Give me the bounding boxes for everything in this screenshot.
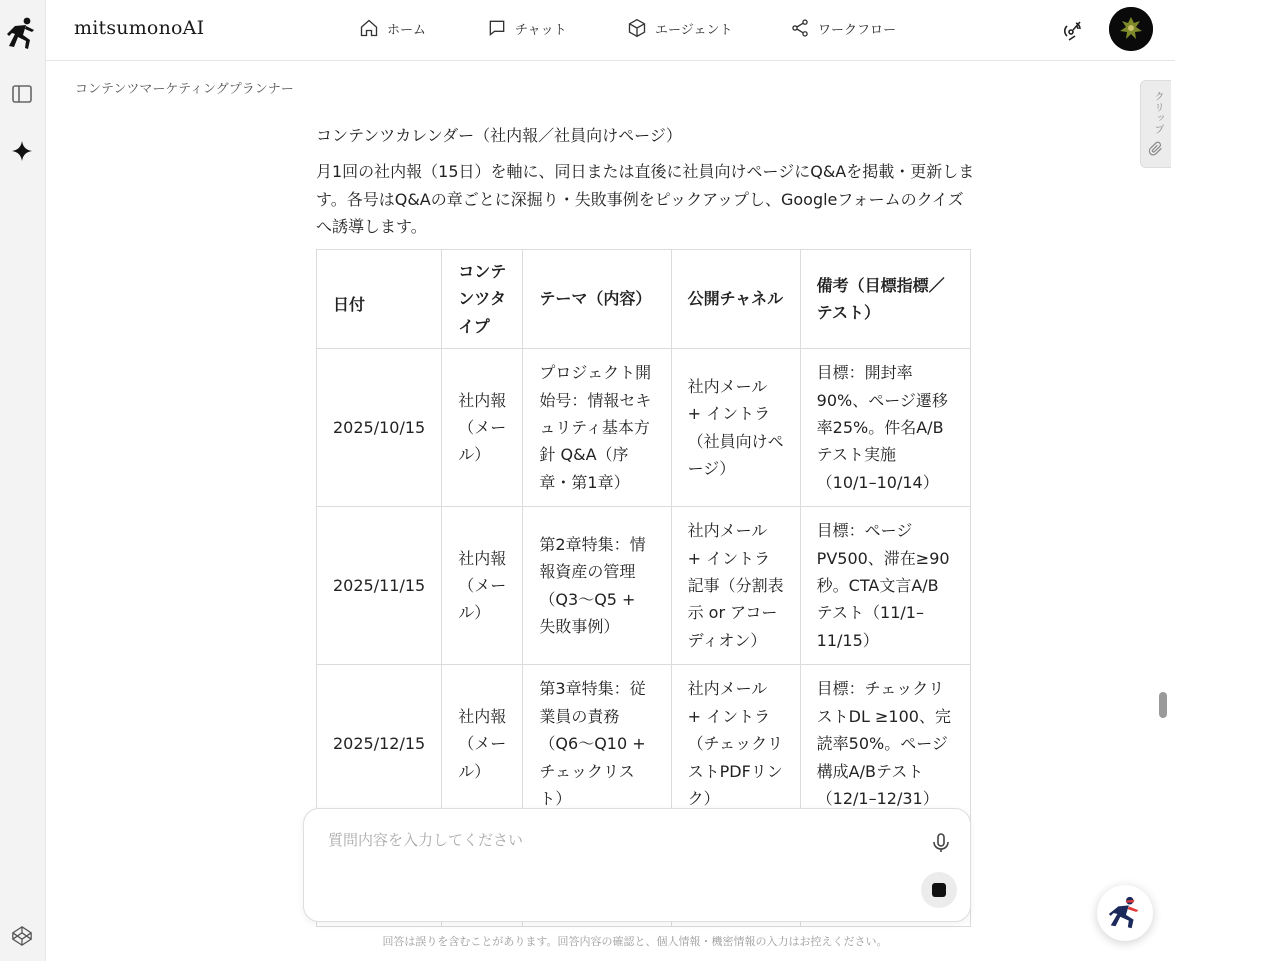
table-row xyxy=(317,665,971,823)
runner-logo-icon[interactable] xyxy=(6,16,38,52)
nav-home-label: ホーム xyxy=(387,22,427,38)
table-header-row xyxy=(317,250,971,349)
question-input[interactable] xyxy=(328,831,908,849)
share-nodes-icon xyxy=(790,18,810,38)
cell-channel: 社内メール + イントラ（社員向けページ） xyxy=(671,349,800,507)
assistant-fab-button[interactable] xyxy=(1097,885,1153,941)
sparkle-icon[interactable] xyxy=(9,138,35,164)
header-date: 日付 xyxy=(317,250,442,349)
table-row xyxy=(317,507,971,665)
cell-date: 2025/11/15 xyxy=(317,507,442,665)
nav-chat-label: チャット xyxy=(515,22,567,38)
sidebar-toggle-icon[interactable] xyxy=(9,81,35,107)
cube-icon xyxy=(627,18,647,38)
cell-date: 2025/10/15 xyxy=(317,349,442,507)
header-channel: 公開チャネル xyxy=(671,250,800,349)
nav-workflow-label: ワークフロー xyxy=(818,22,897,38)
cell-type: 社内報（メール） xyxy=(442,349,523,507)
microphone-icon[interactable] xyxy=(929,831,953,855)
cell-type: 社内報（メール） xyxy=(442,507,523,665)
left-rail xyxy=(0,0,46,961)
cell-notes: 目標：開封率90%、ページ遷移率25%。件名A/Bテスト実施（10/1–10/14） xyxy=(800,349,970,507)
cell-channel: 社内メール + イントラ記事（分割表示 or アコーディオン） xyxy=(671,507,800,665)
section-paragraph: 月1回の社内報（15日）を軸に、同日または直後に社員向けページにQ&Aを掲載・更新します。各号はQ&Aの章ごとに深掘り・失敗事例をピックアップし、Googleフォームのクイズへ誘導します。 xyxy=(316,162,975,236)
disclaimer-text: 回答は誤りを含むことがあります。回答内容の確認と、個人情報・機密情報の入力はお控えください。 xyxy=(382,935,888,948)
header-notes: 備考（目標指標／テスト） xyxy=(800,250,970,349)
cell-theme: プロジェクト開始号：情報セキュリティ基本方針 Q&A（序章・第1章） xyxy=(523,349,671,507)
nav-chat[interactable] xyxy=(487,18,567,38)
stop-icon xyxy=(932,883,946,897)
section-title: コンテンツカレンダー（社内報／社員向けページ） xyxy=(316,126,682,145)
cell-theme: 第3章特集：従業員の責務（Q6〜Q10 + チェックリスト） xyxy=(523,665,671,823)
user-avatar[interactable] xyxy=(1109,7,1153,51)
message-content xyxy=(316,122,976,808)
nav-agent-label: エージェント xyxy=(655,22,733,38)
cell-theme: 第2章特集：情報資産の管理（Q3〜Q5 + 失敗事例） xyxy=(523,507,671,665)
cell-notes: 目標：チェックリストDL ≥100、完読率50%。ページ構成A/Bテスト（12/1–12/31） xyxy=(800,665,970,823)
brand-name[interactable]: mitsumonoAI xyxy=(74,17,205,39)
stop-button[interactable] xyxy=(921,872,957,908)
ninja-runner-icon xyxy=(1106,894,1144,932)
nav-home[interactable] xyxy=(359,18,426,38)
cell-channel: 社内メール + イントラ（チェックリストPDFリンク） xyxy=(671,665,800,823)
scrollbar-thumb[interactable] xyxy=(1159,692,1167,718)
chat-composer xyxy=(303,808,971,922)
table-row xyxy=(317,349,971,507)
chat-icon xyxy=(487,18,507,38)
cell-type: 社内報（メール） xyxy=(442,665,523,823)
header-content-type: コンテンツタイプ xyxy=(442,250,523,349)
nav-agent[interactable] xyxy=(627,18,732,38)
nav-workflow[interactable] xyxy=(790,18,896,38)
breadcrumb: コンテンツマーケティングプランナー xyxy=(75,82,294,97)
cell-notes: 目標：ページPV500、滞在≥90秒。CTA文言A/Bテスト（11/1–11/15） xyxy=(800,507,970,665)
clip-tab[interactable] xyxy=(1140,80,1171,168)
header-theme: テーマ（内容） xyxy=(523,250,671,349)
paperclip-icon xyxy=(1148,141,1164,157)
cell-date: 2025/12/15 xyxy=(317,665,442,823)
clip-tab-label: クリップ xyxy=(1152,91,1163,135)
broadcast-icon[interactable] xyxy=(1061,18,1085,42)
home-icon xyxy=(359,18,379,38)
top-header xyxy=(46,0,1175,61)
